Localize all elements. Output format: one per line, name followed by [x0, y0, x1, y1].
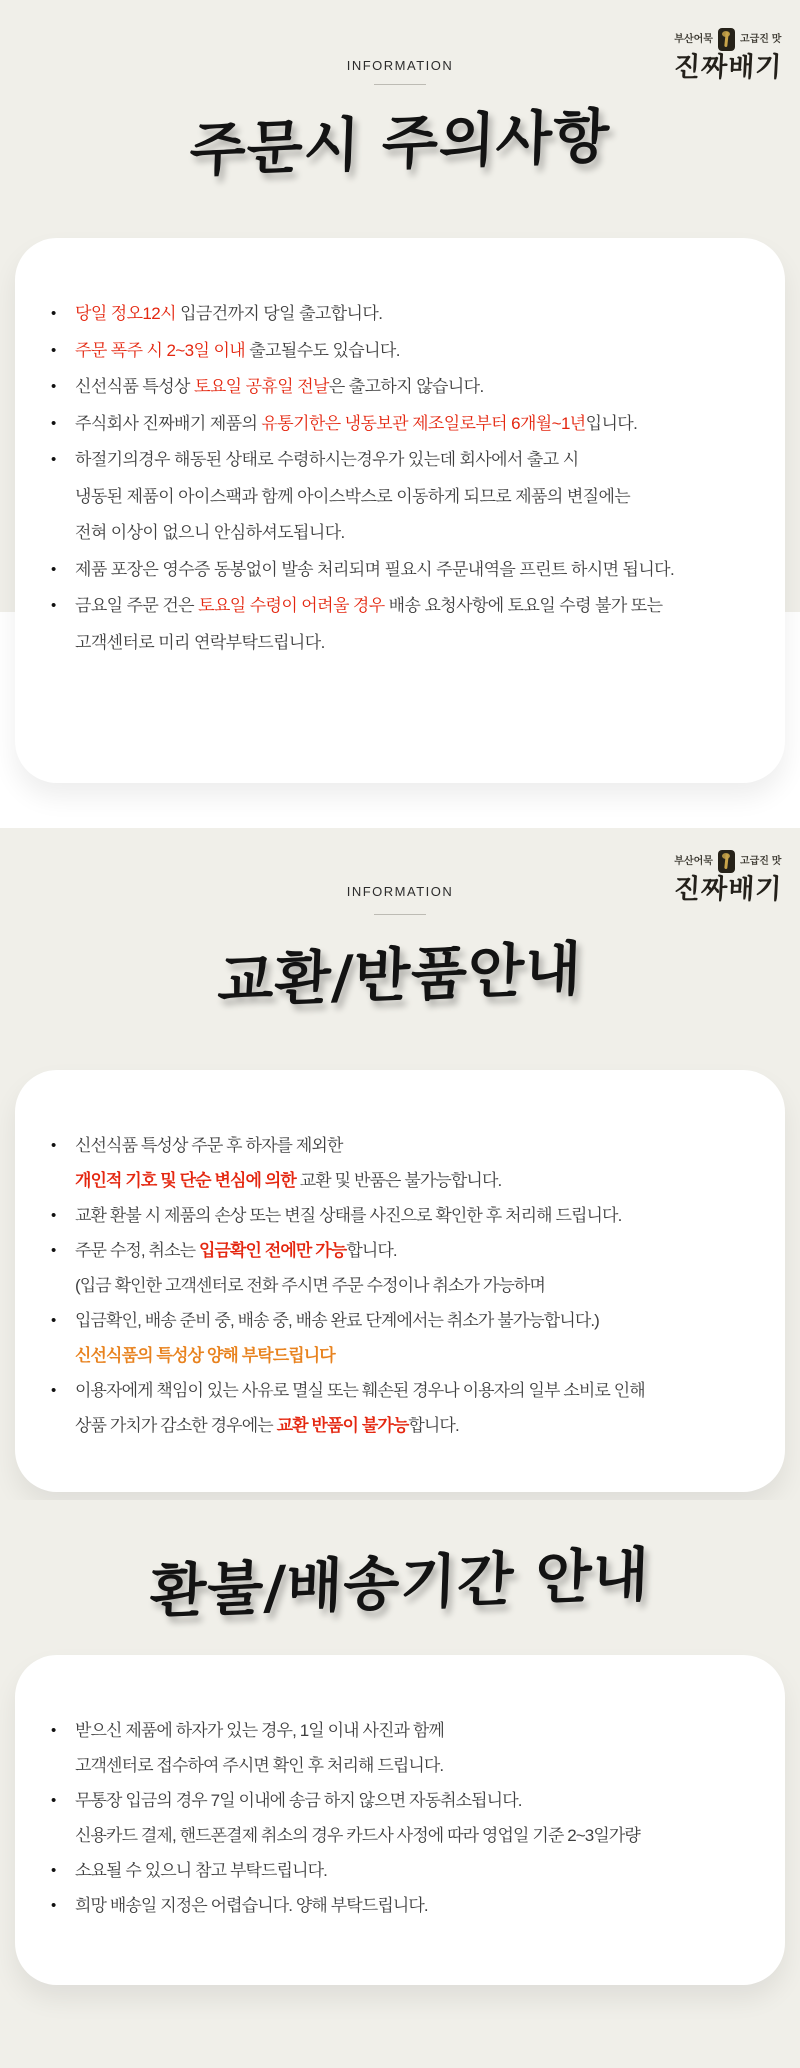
text-segment: 상품 가치가 감소한 경우에는 [75, 1416, 277, 1435]
text-segment: 신선식품 특성상 [75, 377, 195, 396]
text-segment: 고객센터로 접수하여 주시면 확인 후 처리해 드립니다. [75, 1756, 444, 1775]
bullet-icon: • [51, 1792, 56, 1809]
brand-tagline-right: 고급진 맛 [739, 855, 782, 867]
brand-name: 진짜배기 [672, 52, 783, 82]
fishcake-skewer-icon [718, 850, 735, 873]
notice-item [47, 1888, 747, 1923]
brand-logo [674, 28, 782, 81]
text-segment: 유통기한은 냉동보관 제조일로부터 6개월~1년 [261, 413, 586, 433]
text-segment: 제품 포장은 영수증 동봉없이 발송 처리되며 필요시 주문내역을 프린트 하시면 됩니다. [75, 559, 675, 579]
notice-item [47, 1233, 747, 1303]
notice-item [47, 1713, 747, 1783]
notice-line [47, 1233, 747, 1268]
bullet-icon: • [51, 305, 56, 322]
label-divider [374, 84, 426, 85]
bullet-icon: • [51, 1242, 56, 1259]
notice-line [47, 588, 747, 625]
notice-line [47, 333, 747, 370]
notice-line [47, 296, 747, 333]
text-segment: 출고될수도 있습니다. [249, 340, 400, 360]
text-segment: 냉동된 제품이 아이스팩과 함께 아이스박스로 이동하게 되므로 제품의 변질에는 [75, 486, 631, 506]
text-segment: 입금건까지 당일 출고합니다. [180, 304, 383, 323]
notice-line-continued [47, 515, 747, 552]
notice-list [47, 296, 747, 661]
text-segment: 무통장 입금의 경우 7일 이내에 송금 하지 않으면 자동취소됩니다. [75, 1791, 522, 1810]
information-label: INFORMATION [346, 884, 454, 899]
brand-tagline [674, 28, 782, 51]
notice-line-continued [47, 1338, 747, 1373]
text-segment: 신용카드 결제, 핸드폰결제 취소의 경우 카드사 사정에 따라 영업일 기준 2~3일가량 [75, 1826, 640, 1845]
notice-item [47, 369, 747, 406]
bullet-icon: • [51, 597, 56, 614]
text-segment: 배송 요청사항에 토요일 수령 불가 또는 [388, 596, 663, 615]
notice-list [47, 1128, 747, 1443]
bullet-icon: • [51, 1312, 56, 1329]
text-segment: 받으신 제품에 하자가 있는 경우, 1일 이내 사진과 함께 [75, 1721, 444, 1740]
notice-line [47, 1303, 747, 1338]
notice-item [47, 1303, 747, 1373]
notice-line [47, 369, 747, 406]
bullet-icon: • [51, 1897, 56, 1914]
text-segment: 하절기의경우 해동된 상태로 수령하시는경우가 있는데 회사에서 출고 시 [75, 450, 579, 469]
notice-line [47, 1713, 747, 1748]
text-segment: 신선식품의 특성상 양해 부탁드립니다 [75, 1346, 335, 1365]
text-segment: 소요될 수 있으니 참고 부탁드립니다. [75, 1861, 327, 1880]
text-segment: 주식회사 진짜배기 제품의 [75, 413, 262, 433]
fishcake-skewer-icon [718, 28, 735, 51]
text-segment: (입금 확인한 고객센터로 전화 주시면 주문 수정이나 취소가 가능하며 [75, 1276, 545, 1295]
text-segment: 당일 정오12시 [75, 304, 181, 323]
notice-card [15, 1655, 785, 1985]
text-segment: 금요일 주문 건은 [75, 596, 199, 615]
text-segment: 교환 환불 시 제품의 손상 또는 변질 상태를 사진으로 확인한 후 처리해 드립니다. [75, 1206, 622, 1225]
text-segment: 입금확인 전에만 가능 [198, 1241, 347, 1260]
brand-tagline-left: 부산어묵 [674, 855, 713, 867]
bullet-icon: • [51, 451, 56, 468]
notice-line-continued [47, 1163, 747, 1198]
notice-line [47, 1783, 747, 1818]
notice-line-continued [47, 1748, 747, 1783]
bullet-icon: • [51, 1722, 56, 1739]
text-segment: 교환 및 반품은 불가능합니다. [295, 1171, 502, 1190]
notice-line [47, 1853, 747, 1888]
text-segment: 은 출고하지 않습니다. [328, 377, 484, 396]
notice-line [47, 1198, 747, 1233]
text-segment: 토요일 수령이 어려울 경우 [198, 596, 389, 615]
text-segment: 토요일 공휴일 전날 [194, 377, 329, 396]
bullet-icon: • [51, 1207, 56, 1224]
text-segment: 입금확인, 배송 준비 중, 배송 중, 배송 완료 단계에서는 취소가 불가능합니다.) [75, 1311, 599, 1330]
text-segment: 주문 폭주 시 2~3일 이내 [75, 340, 250, 360]
bullet-icon: • [51, 1382, 56, 1399]
section-title: 환불/배송기간 안내 [148, 1540, 651, 1626]
notice-line [47, 406, 747, 443]
text-segment: 개인적 기호 및 단순 변심에 의한 [75, 1171, 296, 1190]
text-segment: 고객센터로 미리 연락부탁드립니다. [75, 632, 325, 652]
text-segment: 교환 반품이 불가능 [276, 1416, 409, 1435]
notice-item [47, 1373, 747, 1443]
information-label: INFORMATION [346, 58, 454, 73]
bullet-icon: • [51, 414, 56, 432]
bullet-icon: • [51, 560, 56, 578]
notice-item [47, 1853, 747, 1888]
notice-line-continued [47, 625, 747, 662]
text-segment: 이용자에게 책임이 있는 사유로 멸실 또는 훼손된 경우나 이용자의 일부 소비로 인해 [75, 1381, 645, 1400]
notice-line-continued [47, 479, 747, 516]
bullet-icon: • [51, 1862, 56, 1879]
notice-item [47, 406, 747, 443]
section-exchange-return [0, 828, 800, 1500]
section-refund-shipping [0, 1500, 800, 2068]
brand-tagline [674, 850, 782, 873]
text-segment: 주문 수정, 취소는 [75, 1241, 199, 1260]
brand-name: 진짜배기 [672, 874, 783, 904]
notice-line [47, 442, 747, 479]
section-order-precautions [0, 0, 800, 828]
notice-line [47, 1128, 747, 1163]
notice-line-continued [47, 1818, 747, 1853]
section-title: 교환/반품안내 [216, 934, 584, 1016]
section-title: 주문시 주의사항 [188, 101, 612, 185]
label-divider [374, 914, 426, 915]
notice-list [47, 1713, 747, 1923]
notice-item [47, 588, 747, 661]
brand-tagline-left: 부산어묵 [674, 33, 713, 45]
text-segment: 희망 배송일 지정은 어렵습니다. 양해 부탁드립니다. [75, 1896, 428, 1915]
notice-card [15, 1070, 785, 1492]
text-segment: 신선식품 특성상 주문 후 하자를 제외한 [75, 1136, 343, 1155]
notice-item [47, 1128, 747, 1198]
notice-item [47, 552, 747, 589]
bullet-icon: • [51, 1137, 56, 1154]
brand-tagline-right: 고급진 맛 [739, 33, 782, 45]
notice-item [47, 333, 747, 370]
notice-item [47, 296, 747, 333]
text-segment: 전혀 이상이 없으니 안심하셔도됩니다. [75, 523, 345, 542]
notice-card [15, 238, 785, 783]
notice-line-continued [47, 1408, 747, 1443]
text-segment: 입니다. [585, 413, 638, 433]
text-segment: 합니다. [346, 1241, 397, 1260]
notice-item [47, 1198, 747, 1233]
notice-line [47, 1888, 747, 1923]
text-segment: 합니다. [408, 1416, 459, 1435]
notice-item [47, 442, 747, 552]
bullet-icon: • [51, 378, 56, 395]
notice-line-continued [47, 1268, 747, 1303]
bullet-icon: • [51, 341, 56, 359]
notice-line [47, 552, 747, 589]
notice-line [47, 1373, 747, 1408]
notice-item [47, 1783, 747, 1853]
